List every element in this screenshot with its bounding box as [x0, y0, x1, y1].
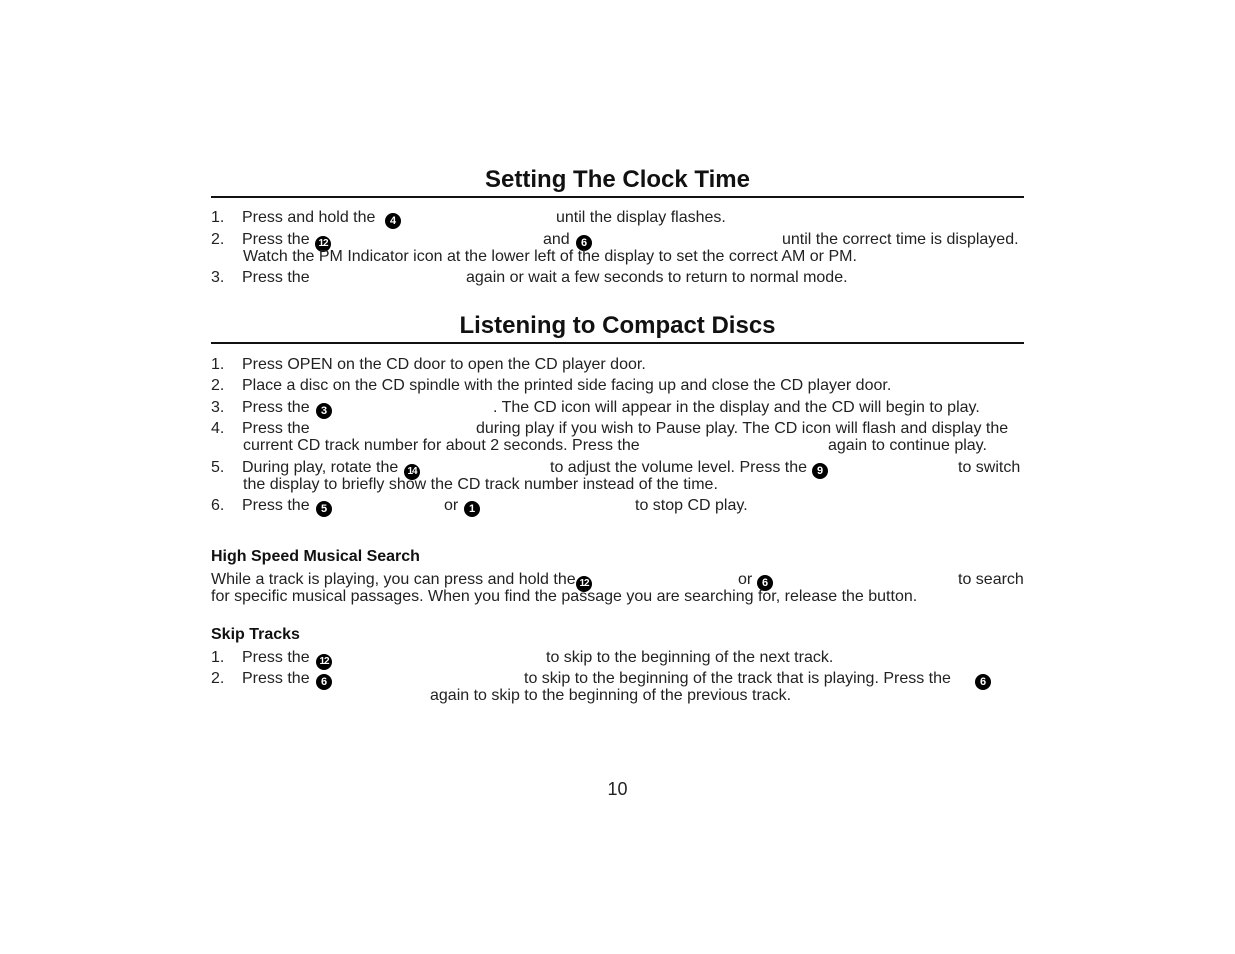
- callout-6-icon: 6: [576, 231, 592, 251]
- callout-3-icon: 3: [316, 399, 332, 419]
- step-number: 1.: [211, 649, 225, 666]
- step-number: 4.: [211, 420, 225, 437]
- step-text: Place a disc on the CD spindle with the printed side facing up and close the CD player door.: [242, 377, 892, 394]
- step-text: to skip to the beginning of the track that is playing. Press the: [524, 670, 951, 687]
- step-text: again to continue play.: [828, 437, 987, 454]
- step-number: 2.: [211, 377, 225, 394]
- callout-9-icon: 9: [812, 459, 828, 479]
- step-text: to stop CD play.: [635, 497, 748, 514]
- step-text: and: [543, 231, 570, 248]
- step-text: During play, rotate the: [242, 459, 399, 476]
- callout-4-icon: 4: [385, 209, 401, 229]
- cd-section-title: Listening to Compact Discs: [459, 312, 776, 339]
- step-number: 3.: [211, 269, 225, 286]
- step-text: Press the: [242, 497, 310, 514]
- step-number: 5.: [211, 459, 225, 476]
- step-text: Press and hold the: [242, 209, 376, 226]
- step-text: to adjust the volume level. Press the: [550, 459, 808, 476]
- callout-6-icon: 6: [316, 670, 332, 690]
- search-heading: High Speed Musical Search: [211, 548, 420, 565]
- cd-title-rule: [211, 342, 1024, 344]
- paragraph-text: for specific musical passages. When you find the passage you are searching for, release the button.: [211, 588, 918, 605]
- step-text: Press the: [242, 420, 310, 437]
- step-number: 3.: [211, 399, 225, 416]
- step-text: Press the: [242, 399, 310, 416]
- paragraph-text: or: [738, 571, 753, 588]
- step-text: Watch the PM Indicator icon at the lower left of the display to set the correct AM or PM.: [243, 248, 857, 265]
- clock-section-title: Setting The Clock Time: [485, 166, 750, 193]
- step-text: Press the: [242, 649, 310, 666]
- step-text: Press the: [242, 269, 310, 286]
- callout-5-icon: 5: [316, 497, 332, 517]
- step-text: until the correct time is displayed.: [782, 231, 1019, 248]
- callout-12-icon: 12: [576, 571, 592, 592]
- step-text: Press OPEN on the CD door to open the CD player door.: [242, 356, 646, 373]
- step-number: 2.: [211, 670, 225, 687]
- step-text: again or wait a few seconds to return to normal mode.: [466, 269, 848, 286]
- skip-heading: Skip Tracks: [211, 626, 300, 643]
- paragraph-text: to search: [958, 571, 1024, 588]
- step-number: 2.: [211, 231, 225, 248]
- page-number: 10: [607, 779, 628, 799]
- step-text: Press the: [242, 231, 310, 248]
- paragraph-text: While a track is playing, you can press and hold the: [211, 571, 576, 588]
- step-number: 1.: [211, 356, 225, 373]
- callout-6-icon: 6: [975, 670, 991, 690]
- step-text: until the display flashes.: [556, 209, 726, 226]
- clock-title-rule: [211, 196, 1024, 198]
- step-text: . The CD icon will appear in the display and the CD will begin to play.: [493, 399, 980, 416]
- step-text: during play if you wish to Pause play. The CD icon will flash and display the: [476, 420, 1009, 437]
- step-number: 1.: [211, 209, 225, 226]
- step-text: to switch: [958, 459, 1021, 476]
- step-text: Press the: [242, 670, 310, 687]
- callout-12-icon: 12: [315, 231, 331, 252]
- step-text: the display to briefly show the CD track number instead of the time.: [243, 476, 718, 493]
- callout-6-icon: 6: [757, 571, 773, 591]
- step-text: or: [444, 497, 459, 514]
- step-number: 6.: [211, 497, 225, 514]
- step-text: current CD track number for about 2 seconds. Press the: [243, 437, 640, 454]
- step-text: to skip to the beginning of the next track.: [546, 649, 834, 666]
- callout-14-icon: 14: [404, 459, 420, 480]
- step-text: again to skip to the beginning of the previous track.: [430, 687, 792, 704]
- callout-1-icon: 1: [464, 497, 480, 517]
- callout-12-icon: 12: [316, 649, 332, 670]
